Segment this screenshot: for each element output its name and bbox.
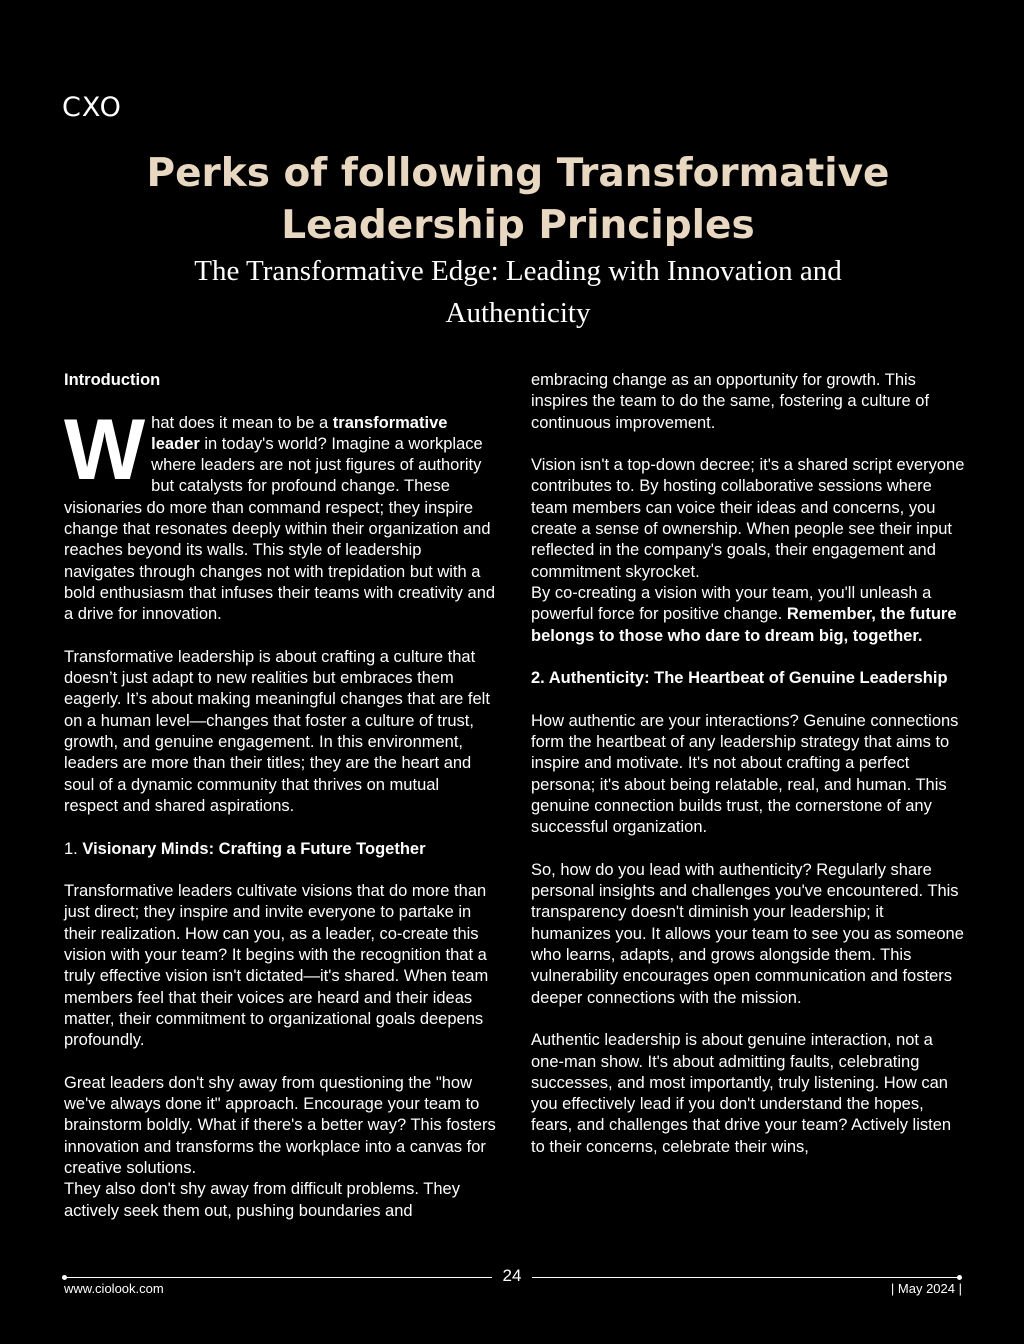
- footer-date: | May 2024 |: [890, 1281, 962, 1296]
- footer-rule-end: [957, 1275, 962, 1280]
- section-title: Visionary Minds: Crafting a Future Together: [82, 839, 426, 858]
- body-paragraph: They also don't shy away from difficult problems. They actively seek them out, pushing boundaries and: [64, 1180, 460, 1220]
- drop-cap: W: [64, 401, 146, 498]
- intro-text-a: hat does it mean to be a: [151, 413, 333, 432]
- body-paragraph: Transformative leaders cultivate visions that do more than just direct; they inspire and invite everyone to partake in their realization. How can you, as a leader, co-create this vision with your team? It begins with the recognition that a truly effective vision isn't dictated—it's shared. When team members feel that their voices are heard and their ideas matter, their commitment to organizational goals deepens profoundly.: [64, 882, 489, 1050]
- body-paragraph: How authentic are your interactions? Genuine connections form the heartbeat of any leadership strategy that aims to inspire and motivate. It's not about crafting a perfect persona; it's about being relatable, real, and human. This genuine connection builds trust, the cornerstone of any successful organization.: [531, 711, 959, 837]
- body-paragraph: Authentic leadership is about genuine interaction, not a one-man show. It's about admitting faults, celebrating successes, and most importantly, truly listening. How can you effectively lead if you don't understand the hopes, fears, and challenges that drive your team? Actively listen to their concerns, celebrate their wins,: [531, 1031, 952, 1156]
- section-number: 1.: [64, 839, 83, 858]
- intro-text-bold: transformative leader: [151, 413, 448, 453]
- body-paragraph: Vision isn't a top-down decree; it's a shared script everyone contributes to. By hosting collaborative sessions where team members can voice their ideas and concerns, you create a sense of ownership. When people see their input reflected in the company's goals, their engagement and commitment skyrocket.: [531, 456, 965, 581]
- page-number: 24: [492, 1266, 532, 1286]
- section-heading-2: 2. Authenticity: The Heartbeat of Genuine Leadership: [531, 669, 948, 688]
- emphasis-text: Remember, the future belongs to those who dare to dream big, together.: [531, 605, 957, 645]
- page-subtitle: The Transformative Edge: Leading with Innovation and Authenticity: [194, 255, 842, 329]
- body-paragraph: [531, 583, 967, 647]
- intro-paragraph: [64, 401, 496, 626]
- body-paragraph: embracing change as an opportunity for growth. This inspires the team to do the same, fostering a culture of continuous improvement.: [531, 371, 930, 432]
- intro-text-c: in today's world? Imagine a workplace where leaders are not just figures of authority but catalysts for profound change. These visionaries do more than command respect; they inspire change that resonates deeply within their organization and reaches beyond its walls. This style of leadership navigates through changes not with trepidation but with a bold enthusiasm that infuses their teams with creativity and a drive for innovation.: [64, 434, 496, 624]
- section-heading-1: [64, 839, 496, 860]
- body-paragraph: Great leaders don't shy away from questioning the "how we've always done it" approach. Encourage your team to brainstorm boldly. What if there's a better way? This fosters innovation and transforms the workplace into a canvas for creative solutions.: [64, 1073, 496, 1177]
- footer-rule-end: [62, 1275, 67, 1280]
- body-paragraph: Transformative leadership is about crafting a culture that doesn’t just adapt to new realities but embraces them eagerly. It’s about making meaningful changes that are felt on a human level—changes that foster a culture of trust, growth, and genuine engagement. In this environment, leaders are more than their titles; they are the heart and soul of a dynamic community that thrives on mutual respect and shared aspirations.: [64, 647, 490, 815]
- body-text: By co-creating a vision with your team, you'll unleash a powerful force for positive change.: [531, 583, 932, 624]
- body-paragraph: So, how do you lead with authenticity? Regularly share personal insights and challenges you've encountered. This transparency doesn't diminish your leadership; it humanizes you. It allows your team to see you as someone who learns, adapts, and grows alongside them. This vulnerability encourages open communication and fosters deeper connections with the mission.: [531, 860, 964, 1007]
- page-title: Perks of following Transformative Leadership Principles: [146, 151, 890, 248]
- right-column: [531, 370, 967, 1158]
- brand-logo: CXO: [62, 92, 122, 123]
- footer-website-link[interactable]: www.ciolook.com: [64, 1281, 164, 1296]
- intro-heading: Introduction: [64, 371, 161, 389]
- left-column: [64, 370, 496, 1222]
